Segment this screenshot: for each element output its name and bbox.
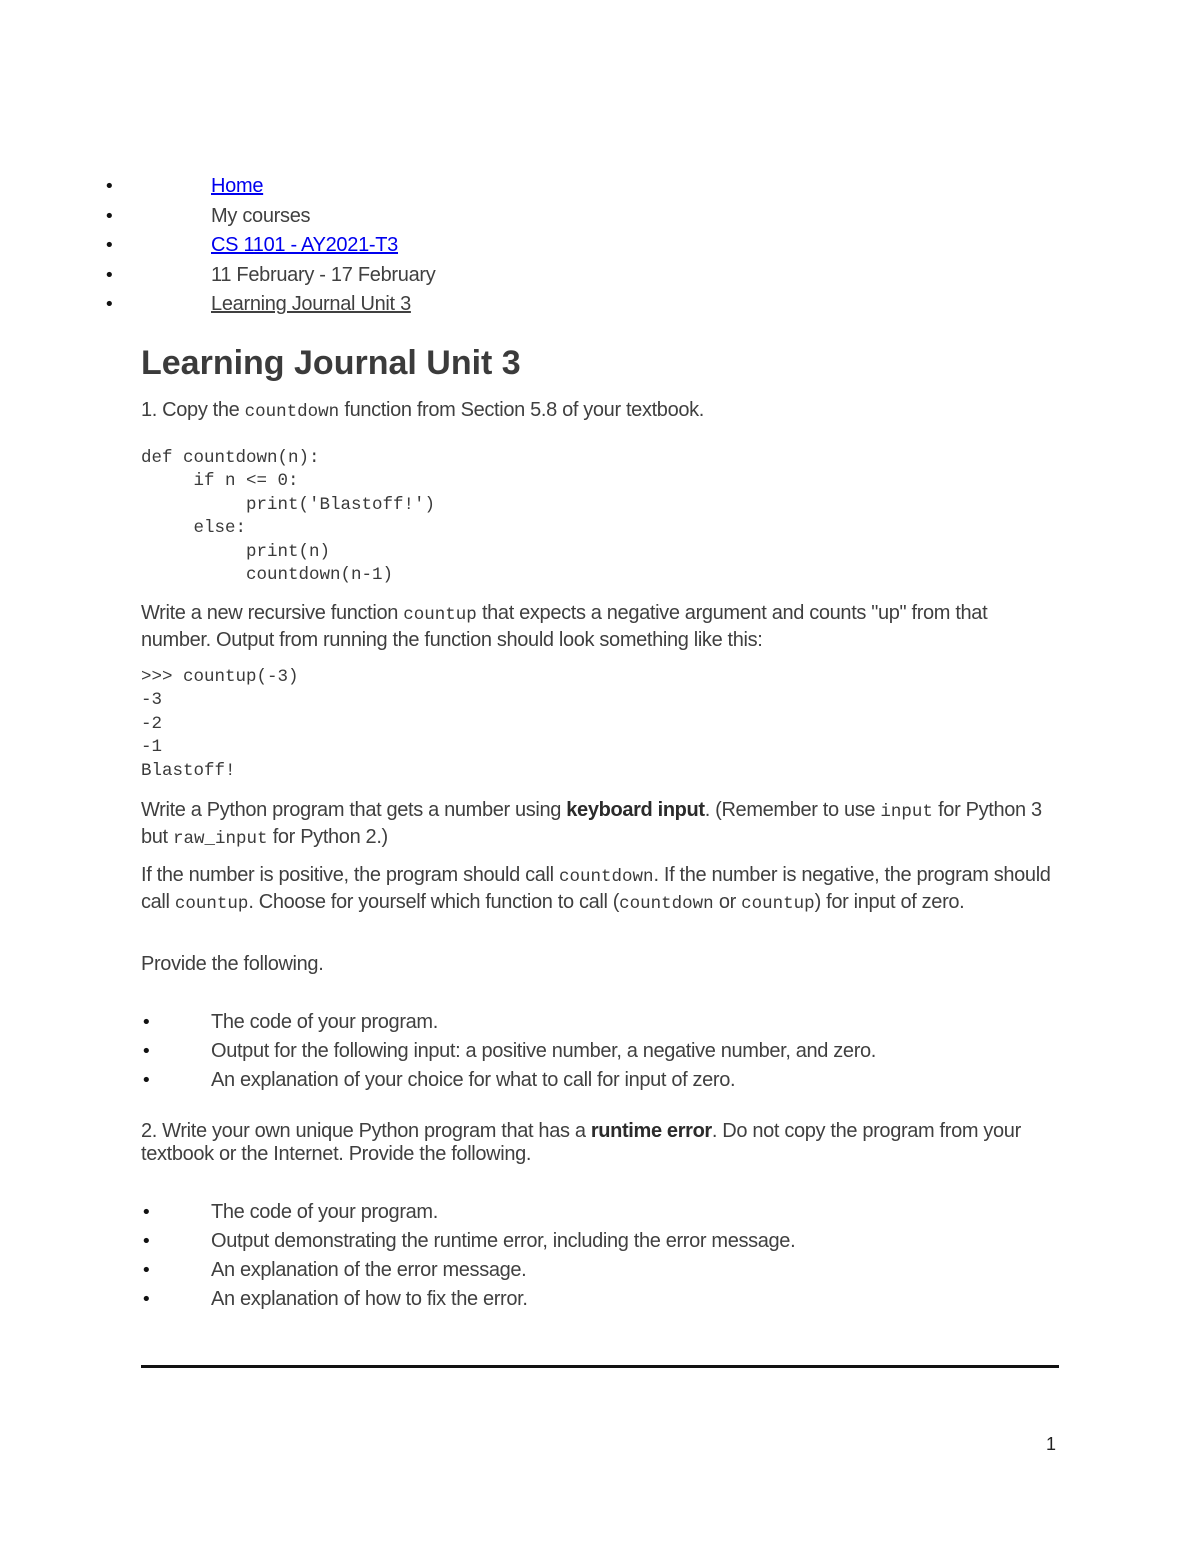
list-item-text: Output demonstrating the runtime error, including the error message. — [211, 1230, 796, 1252]
q1-intro-suffix: function from Section 5.8 of your textbook. — [339, 399, 704, 421]
q1-program-instruction — [141, 798, 1061, 852]
q1-condition-instruction — [141, 863, 1061, 917]
q1-cond-text: or — [713, 891, 742, 913]
list-item-text: The code of your program. — [211, 1011, 438, 1033]
breadcrumb-label-my-courses: My courses — [211, 204, 311, 227]
list-item-text: An explanation of your choice for what to call for input of zero. — [211, 1069, 736, 1091]
inline-code: raw_input — [172, 829, 268, 849]
countdown-code-block: def countdown(n): if n <= 0: print('Blastoff!') else: print(n) countdown(n-1) — [141, 448, 436, 586]
bullet-icon: • — [141, 1202, 152, 1223]
list-item-text: An explanation of how to fix the error. — [211, 1288, 528, 1310]
bullet-icon: • — [104, 205, 115, 227]
page-number: 1 — [1046, 1434, 1057, 1454]
q1-cond-text: If the number is positive, the program should call — [141, 864, 559, 886]
bullet-icon: • — [104, 264, 115, 286]
bullet-icon: • — [141, 1070, 152, 1091]
countup-output-block: >>> countup(-3) -3 -2 -1 Blastoff! — [141, 667, 299, 781]
bullet-icon: • — [141, 1260, 152, 1281]
breadcrumb-label-week: 11 February - 17 February — [211, 263, 436, 286]
q1-program-mid: . (Remember to use — [704, 799, 881, 821]
inline-code: countdown — [244, 402, 340, 422]
q2-intro-prefix: 2. Write your own unique Python program that has a — [141, 1120, 591, 1142]
q1-provide-label: Provide the following. — [141, 953, 324, 975]
q1-cond-text: . Choose for yourself which function to call ( — [248, 891, 620, 913]
bullet-icon: • — [141, 1012, 152, 1033]
keyboard-input-bold: keyboard input — [566, 799, 705, 821]
q1-program-suffix: for Python 2.) — [267, 826, 388, 848]
inline-code: input — [880, 802, 933, 822]
q1-intro — [141, 398, 1061, 425]
q1-cond-text: ) for input of zero. — [814, 891, 965, 913]
breadcrumb-link-home[interactable]: Home — [211, 175, 264, 197]
q2-intro-suffix: . Do not copy the program from your textbook or the Internet. Provide the following. — [141, 1120, 1021, 1165]
list-item-text: An explanation of the error message. — [211, 1259, 527, 1281]
q1-write-instruction — [141, 601, 1061, 653]
inline-code: countdown — [558, 867, 654, 887]
bullet-icon: • — [104, 176, 115, 197]
q1-intro-prefix: 1. Copy the — [141, 399, 245, 421]
runtime-error-bold: runtime error — [590, 1120, 712, 1142]
q2-intro — [141, 1120, 1061, 1166]
inline-code: countup — [741, 894, 815, 914]
bullet-icon: • — [141, 1231, 152, 1252]
page-title: Learning Journal Unit 3 — [141, 344, 521, 382]
horizontal-divider — [141, 1365, 1059, 1368]
q1-write-prefix: Write a new recursive function — [141, 602, 404, 624]
bullet-icon: • — [141, 1041, 152, 1062]
bullet-icon: • — [104, 235, 115, 257]
q1-cond-text: . If the number is negative, the program should call — [141, 864, 1051, 913]
breadcrumb-link-current[interactable]: Learning Journal Unit 3 — [211, 293, 411, 316]
q1-program-prefix: Write a Python program that gets a number using — [141, 799, 567, 821]
breadcrumb-link-course[interactable]: CS 1101 - AY2021-T3 — [211, 234, 399, 257]
list-item-text: The code of your program. — [211, 1201, 438, 1223]
inline-code: countdown — [619, 894, 714, 914]
inline-code: countup — [174, 894, 249, 914]
bullet-icon: • — [141, 1289, 152, 1310]
q1-write-suffix: that expects a negative argument and counts "up" from that number. Output from running the function should look something like this: — [141, 602, 988, 651]
list-item-text: Output for the following input: a positive number, a negative number, and zero. — [211, 1040, 876, 1062]
q1-program-mid2: for Python 3 but — [141, 799, 1042, 848]
inline-code: countup — [403, 605, 477, 625]
bullet-icon: • — [104, 294, 115, 316]
